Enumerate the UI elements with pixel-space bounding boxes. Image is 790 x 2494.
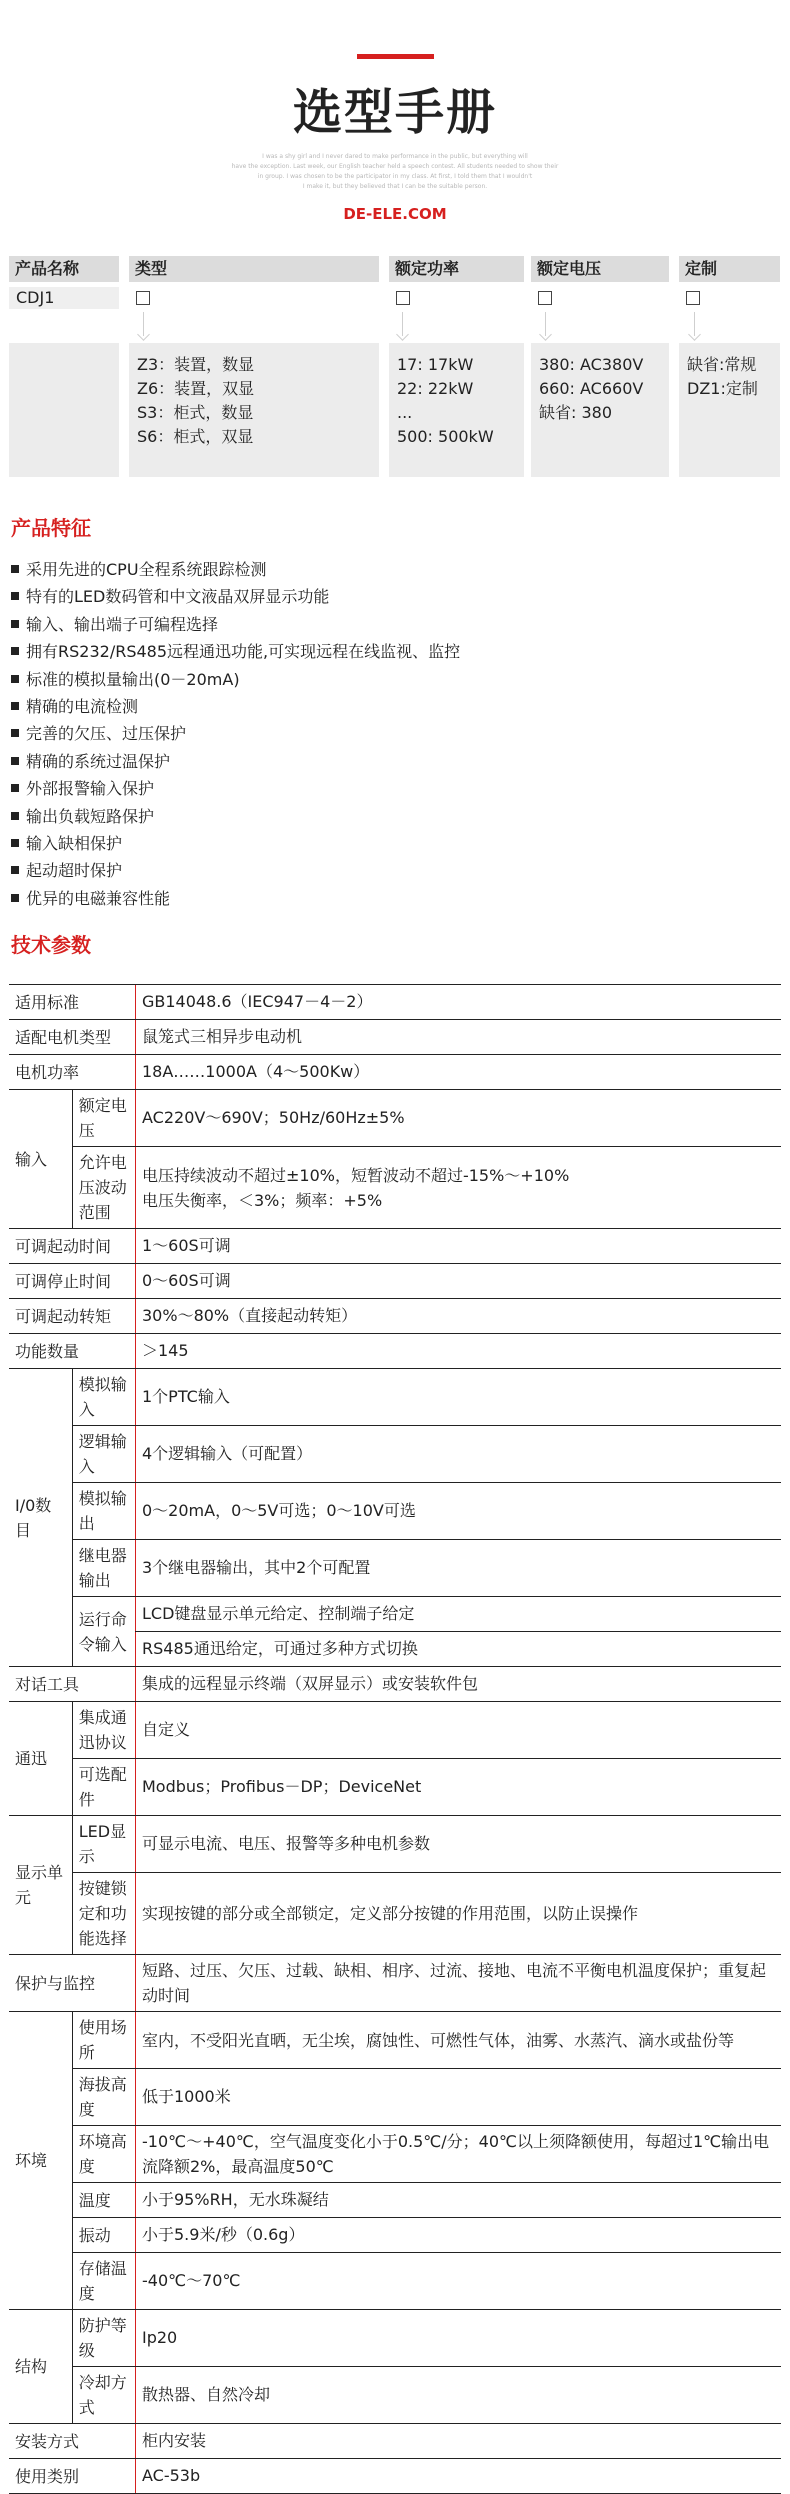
product-name-value: CDJ1 (9, 287, 119, 309)
list-item: 精确的电流检测 (11, 693, 460, 720)
table-row (9, 1540, 781, 1597)
table-cell: LED显示 (72, 1816, 135, 1873)
table-row (9, 1759, 781, 1816)
list-item: 精确的系统过温保护 (11, 748, 460, 775)
list-item: 特有的LED数码管和中文液晶双屏显示功能 (11, 583, 460, 610)
table-cell: Modbus；Profibus－DP；DeviceNet (136, 1759, 782, 1816)
table-cell: I/0数目 (9, 1369, 72, 1667)
list-item: 采用先进的CPU全程系统跟踪检测 (11, 556, 460, 583)
table-row (9, 2367, 781, 2424)
table-row (9, 1816, 781, 1873)
table-cell: 环境 (9, 2012, 72, 2310)
table-row (9, 2012, 781, 2069)
list-item: 起动超时保护 (11, 857, 460, 884)
table-cell: 保护与监控 (9, 1955, 136, 2012)
chevron-down-icon (539, 328, 552, 341)
table-cell: 可选配件 (72, 1759, 135, 1816)
table-cell: 自定义 (136, 1702, 782, 1759)
header-product-name: 产品名称 (9, 256, 119, 282)
table-cell: Ip20 (136, 2310, 782, 2367)
voltage-options: 380: AC380V 660: AC660V 缺省: 380 (531, 343, 669, 477)
table-cell: 30%～80%（直接起动转矩） (136, 1299, 782, 1334)
table-row (9, 1667, 781, 1702)
table-cell: 输入 (9, 1090, 72, 1229)
list-item: 优异的电磁兼容性能 (11, 885, 460, 912)
table-cell: 对话工具 (9, 1667, 136, 1702)
table-cell: RS485通迅给定，可通过多种方式切换 (136, 1632, 782, 1667)
table-row (9, 1369, 781, 1426)
table-row (9, 1597, 781, 1632)
list-item: 输入缺相保护 (11, 830, 460, 857)
header-rated-power: 额定功率 (389, 256, 524, 282)
table-cell: AC220V～690V；50Hz/60Hz±5% (136, 1090, 782, 1147)
table-row (9, 1955, 781, 2012)
table-cell: ＞145 (136, 1334, 782, 1369)
table-cell: 安装方式 (9, 2424, 136, 2459)
specs-title: 技术参数 (11, 933, 91, 957)
table-row (9, 1299, 781, 1334)
table-row (9, 1426, 781, 1483)
table-cell: 可调停止时间 (9, 1264, 136, 1299)
table-cell: 电压持续波动不超过±10%，短暂波动不超过-15%～+10% 电压失衡率，＜3%；频率：+5% (136, 1147, 782, 1229)
voltage-checkbox[interactable] (531, 287, 669, 309)
table-cell: 低于1000米 (136, 2069, 782, 2126)
table-row (9, 2424, 781, 2459)
power-options: 17: 17kW 22: 22kW ... 500: 500kW (389, 343, 524, 477)
table-cell: LCD键盘显示单元给定、控制端子给定 (136, 1597, 782, 1632)
table-cell: 0～20mA，0～5V可选；0～10V可选 (136, 1483, 782, 1540)
table-row (9, 1334, 781, 1369)
table-row (9, 1147, 781, 1229)
table-cell: 允许电压波动范围 (72, 1147, 135, 1229)
header-rated-voltage: 额定电压 (531, 256, 669, 282)
table-row (9, 2183, 781, 2218)
power-checkbox[interactable] (389, 287, 524, 309)
table-row (9, 2459, 781, 2494)
custom-checkbox[interactable] (679, 287, 780, 309)
table-cell: 散热器、自然冷却 (136, 2367, 782, 2424)
table-row (9, 1702, 781, 1759)
table-cell: 模拟输出 (72, 1483, 135, 1540)
table-cell: 存储温度 (72, 2253, 135, 2310)
table-cell: 集成的远程显示终端（双屏显示）或安装软件包 (136, 1667, 782, 1702)
list-item: 外部报警输入保护 (11, 775, 460, 802)
table-cell: 0～60S可调 (136, 1264, 782, 1299)
product-options-blank (9, 343, 119, 477)
custom-options: 缺省:常规 DZ1:定制 (679, 343, 780, 477)
type-checkbox[interactable] (129, 287, 379, 309)
table-cell: 鼠笼式三相异步电动机 (136, 1020, 782, 1055)
slogan-text: I was a shy girl and I never dared to make performance in the public, but everything will have the exception. Last week, our English teacher held a speech contest. All students needed to show their in group. I was chosen to be the participator in my class. At first, I told them that I wouldn't I make it, but they believed that I can be the suitable person. (231, 153, 559, 190)
table-cell: 逻辑输入 (72, 1426, 135, 1483)
table-cell: 防护等级 (72, 2310, 135, 2367)
table-cell: 1～60S可调 (136, 1229, 782, 1264)
table-cell: -40℃～70℃ (136, 2253, 782, 2310)
chevron-down-icon (688, 328, 701, 341)
table-row (9, 1229, 781, 1264)
table-cell: 1个PTC输入 (136, 1369, 782, 1426)
table-cell: 按键锁定和功能选择 (72, 1873, 135, 1955)
spec-table (9, 984, 781, 2494)
table-cell: 模拟输入 (72, 1369, 135, 1426)
header-type: 类型 (129, 256, 379, 282)
table-cell: 功能数量 (9, 1334, 136, 1369)
list-item: 输入、输出端子可编程选择 (11, 611, 460, 638)
table-cell: 实现按键的部分或全部锁定，定义部分按键的作用范围，以防止误操作 (136, 1873, 782, 1955)
table-row (9, 2218, 781, 2253)
table-cell: 小于95%RH，无水珠凝结 (136, 2183, 782, 2218)
table-cell: -10℃～+40℃，空气温度变化小于0.5℃/分；40℃以上须降额使用，每超过1℃输出电流降额2%，最高温度50℃ (136, 2126, 782, 2183)
table-cell: 电机功率 (9, 1055, 136, 1090)
table-cell: 柜内安装 (136, 2424, 782, 2459)
table-cell: AC-53b (136, 2459, 782, 2494)
list-item: 拥有RS232/RS485远程通迅功能,可实现远程在线监视、监控 (11, 638, 460, 665)
table-cell: 适用标准 (9, 985, 136, 1020)
table-cell: 使用类别 (9, 2459, 136, 2494)
list-item: 输出负载短路保护 (11, 803, 460, 830)
table-cell: 海拔高度 (72, 2069, 135, 2126)
chevron-down-icon (396, 328, 409, 341)
table-cell: 额定电压 (72, 1090, 135, 1147)
table-cell: 3个继电器输出，其中2个可配置 (136, 1540, 782, 1597)
table-row (9, 2253, 781, 2310)
table-cell: 振动 (72, 2218, 135, 2253)
website-label: DE-ELE.COM (343, 205, 447, 223)
table-cell: 集成通迅协议 (72, 1702, 135, 1759)
table-cell: 小于5.9米/秒（0.6g） (136, 2218, 782, 2253)
table-cell: GB14048.6（IEC947－4－2） (136, 985, 782, 1020)
table-cell: 可调起动时间 (9, 1229, 136, 1264)
type-options: Z3：装置，数显 Z6：装置，双显 S3：柜式，数显 S6：柜式，双显 (129, 343, 379, 477)
table-cell: 使用场所 (72, 2012, 135, 2069)
table-cell: 18A……1000A（4～500Kw） (136, 1055, 782, 1090)
table-row (9, 1055, 781, 1090)
list-item: 完善的欠压、过压保护 (11, 720, 460, 747)
table-row (9, 1483, 781, 1540)
table-cell: 可调起动转矩 (9, 1299, 136, 1334)
features-list (11, 556, 460, 912)
table-cell: 环境高度 (72, 2126, 135, 2183)
title-accent-bar (357, 54, 434, 59)
table-row (9, 2069, 781, 2126)
table-row (9, 2126, 781, 2183)
table-cell: 通迅 (9, 1702, 72, 1816)
table-cell: 继电器输出 (72, 1540, 135, 1597)
table-cell: 适配电机类型 (9, 1020, 136, 1055)
table-row (9, 1264, 781, 1299)
table-row (9, 985, 781, 1020)
table-cell: 可显示电流、电压、报警等多种电机参数 (136, 1816, 782, 1873)
table-cell: 室内，不受阳光直晒，无尘埃，腐蚀性、可燃性气体，油雾、水蒸汽、滴水或盐份等 (136, 2012, 782, 2069)
table-row (9, 1090, 781, 1147)
header-custom: 定制 (679, 256, 780, 282)
table-cell: 冷却方式 (72, 2367, 135, 2424)
table-cell: 运行命令输入 (72, 1597, 135, 1667)
table-cell: 4个逻辑输入（可配置） (136, 1426, 782, 1483)
chevron-down-icon (137, 328, 150, 341)
features-title: 产品特征 (11, 516, 91, 540)
table-row (9, 2310, 781, 2367)
table-cell: 显示单元 (9, 1816, 72, 1955)
table-cell: 温度 (72, 2183, 135, 2218)
table-cell: 短路、过压、欠压、过载、缺相、相序、过流、接地、电流不平衡电机温度保护；重复起动时间 (136, 1955, 782, 2012)
table-cell: 结构 (9, 2310, 72, 2424)
list-item: 标准的模拟量输出(0－20mA) (11, 666, 460, 693)
table-row (9, 1873, 781, 1955)
table-row (9, 1020, 781, 1055)
page-title: 选型手册 (292, 84, 497, 141)
